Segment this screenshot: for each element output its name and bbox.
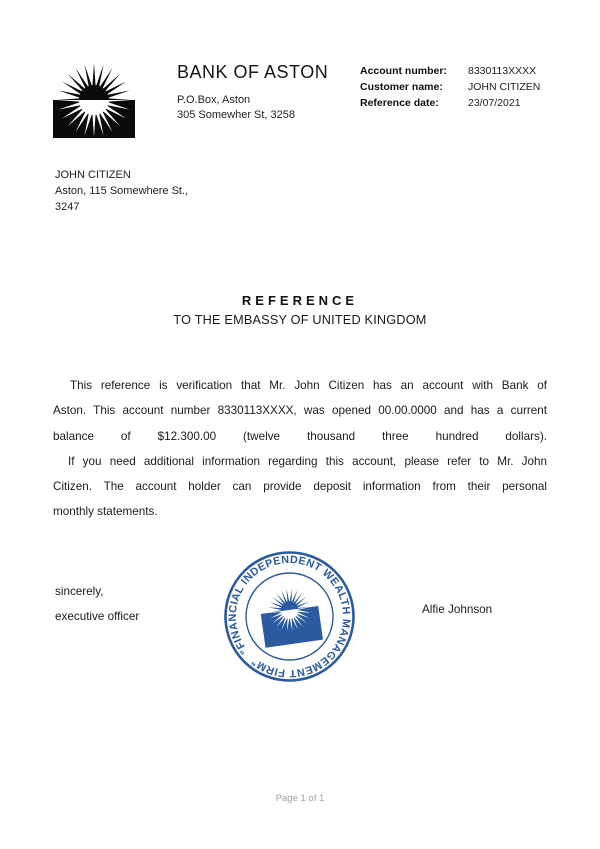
page-number: Page 1 of 1 xyxy=(275,793,325,804)
meta-row-account xyxy=(360,63,540,79)
reference-date-label: Reference date: xyxy=(360,97,439,109)
account-number-label: Account number: xyxy=(360,65,447,77)
signer-name: Alfie Johnson xyxy=(422,603,493,616)
recipient-postcode: 3247 xyxy=(55,201,80,213)
bank-address-line1: P.O.Box, Aston xyxy=(177,94,251,106)
bank-name: BANK OF ASTON xyxy=(177,62,329,82)
body-p1-line2: Aston. This account number 8330113XXXX, was opened 00.00.0000 and has a current xyxy=(53,404,547,418)
reference-date-value: 23/07/2021 xyxy=(468,97,521,109)
bank-logo-sunburst-icon xyxy=(53,62,135,138)
letter-title: REFERENCE xyxy=(241,293,359,308)
closing-salutation: sincerely, xyxy=(55,585,104,598)
stamp-emblem xyxy=(258,585,323,648)
meta-row-customer xyxy=(360,79,540,95)
recipient-name: JOHN CITIZEN xyxy=(55,169,131,181)
customer-name-value: JOHN CITIZEN xyxy=(468,81,541,93)
account-meta-block xyxy=(360,63,540,111)
body-p1-line3: balance of $12.300.00 (twelve thousand three hundred dollars). xyxy=(53,429,547,443)
letter-body xyxy=(53,373,547,525)
closing-role: executive officer xyxy=(55,609,140,623)
body-p2-line2: Citizen. The account holder can provide deposit information from their personal xyxy=(53,480,547,494)
body-p1-line1: This reference is verification that Mr. John Citizen has an account with Bank of xyxy=(70,379,547,392)
recipient-address xyxy=(55,167,188,215)
bank-stamp-seal xyxy=(221,548,358,685)
bank-address-line2: 305 Somewher St, 3258 xyxy=(177,108,296,121)
stamp-ring-text: "FINANCIAL INDEPENDENT WEALTH MANAGEMENT FIRM" xyxy=(226,553,353,680)
body-p2-line1: If you need additional information regarding this account, please refer to Mr. John xyxy=(68,454,547,468)
recipient-street: Aston, 115 Somewhere St., xyxy=(55,185,189,197)
body-p2-line3: monthly statements. xyxy=(53,505,158,519)
closing-block xyxy=(55,580,139,629)
letter-subtitle: TO THE EMBASSY OF UNITED KINGDOM xyxy=(173,313,427,327)
meta-row-date xyxy=(360,95,540,111)
customer-name-label: Customer name: xyxy=(360,81,443,93)
bank-address xyxy=(177,93,295,122)
account-number-value: 8330113XXXX xyxy=(468,65,537,77)
